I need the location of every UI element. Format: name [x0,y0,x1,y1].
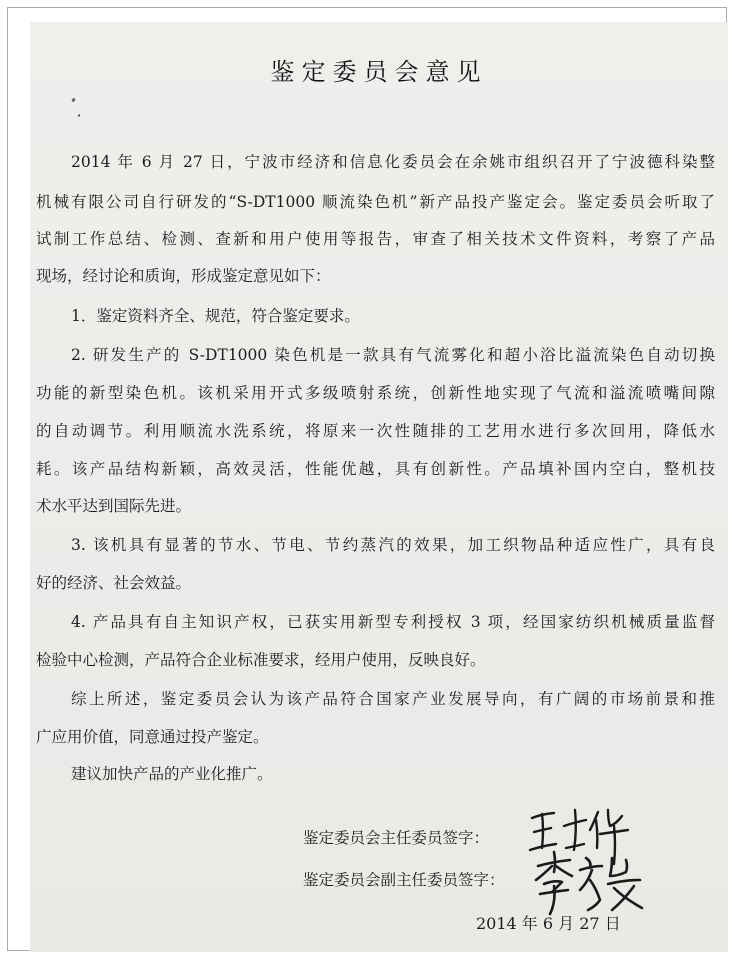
document-title: 鉴定委员会意见 [270,58,488,86]
opinion-item-3: 3. 该机具有显著的节水、节电、节约蒸汽的效果，加工织物品种适应性广，具有良 [71,536,715,554]
paragraph-line: 广应用价值，同意通过投产鉴定。 [36,728,269,746]
recommendation-line: 建议加快产品的产业化推广。 [71,765,273,783]
document-date: 2014 年 6 月 27 日 [476,914,621,933]
opinion-item-2: 2. 研发生产的 S-DT1000 染色机是一款具有气流雾化和超小浴比溢流染色自动切换 [71,346,715,364]
paragraph-line: 的自动调节。利用顺流水洗系统，将原来一次性随排的工艺用水进行多次回用，降低水 [36,422,715,440]
paragraph-line: 检验中心检测，产品符合企业标准要求，经用户使用，反映良好。 [36,651,486,669]
document-frame [7,7,727,951]
paragraph-line: 耗。该产品结构新颖，高效灵活，性能优越，具有创新性。产品填补国内空白，整机技 [36,460,715,478]
paragraph-line: 2014 年 6 月 27 日，宁波市经济和信息化委员会在余姚市组织召开了宁波德科染整 [71,153,715,171]
chair-signature-label: 鉴定委员会主任委员签字： [303,829,490,847]
vice-chair-signature [530,848,654,918]
paragraph-line: 试制工作总结、检测、查新和用户使用等报告，审查了相关技术文件资料，考察了产品 [36,230,715,248]
paragraph-line: 机械有限公司自行研发的“S-DT1000 顺流染色机”新产品投产鉴定会。鉴定委员会听取了 [36,193,715,211]
paragraph-line: 好的经济、社会效益。 [36,574,192,592]
paragraph-line: 功能的新型染色机。该机采用开式多级喷射系统，创新性地实现了气流和溢流喷嘴间隙 [36,384,715,402]
paragraph-line: 术水平达到国际先进。 [36,497,192,515]
vice-chair-signature-label: 鉴定委员会副主任委员签字： [303,871,505,889]
opinion-item-1: 1．鉴定资料齐全、规范，符合鉴定要求。 [71,307,360,325]
scanned-page [30,22,728,952]
opinion-item-4: 4. 产品具有自主知识产权，已获实用新型专利授权 3 项，经国家纺织机械质量监督 [71,613,715,631]
conclusion-line: 综上所述，鉴定委员会认为该产品符合国家产业发展导向，有广阔的市场前景和推 [71,690,715,708]
paragraph-line: 现场，经讨论和质询，形成鉴定意见如下： [36,267,331,285]
